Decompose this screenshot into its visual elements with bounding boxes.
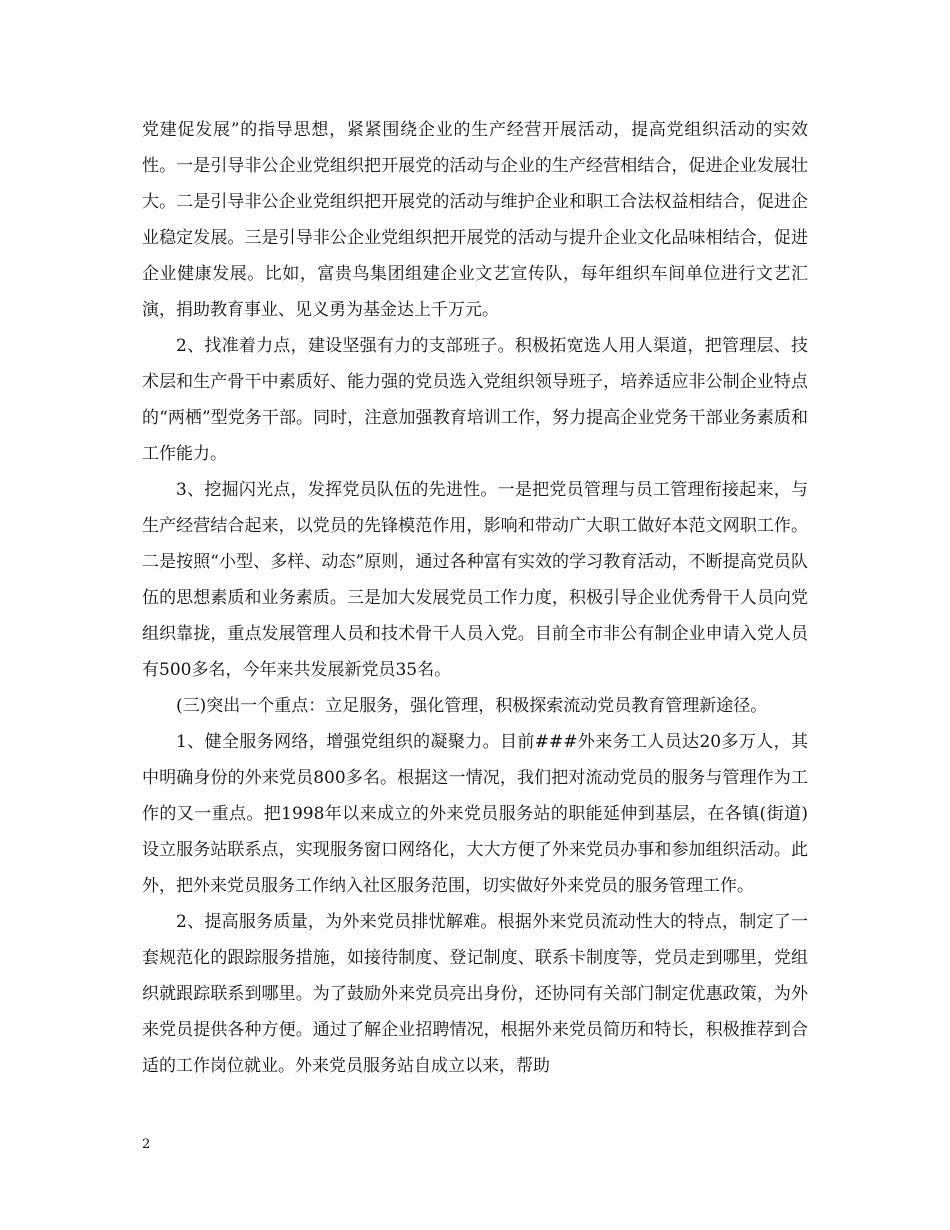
paragraph: 2、提高服务质量，为外来党员排忧解难。根据外来党员流动性大的特点，制定了一套规范化的跟踪服务措施，如接待制度、登记制度、联系卡制度等，党员走到哪里，党组织就跟踪联系到哪里。为了鼓励外来党员亮出身份，还协同有关部门制定优惠政策，为外来党员提供各种方便。通过了解企业招聘情况，根据外来党员简历和特长，积极推荐到合适的工作岗位就业。外来党员服务站自成立以来，帮助 [142,912,808,1076]
paragraph: 3、挖掘闪光点，发挥党员队伍的先进性。一是把党员管理与员工管理衔接起来，与生产经营结合起来，以党员的先锋模范作用，影响和带动广大职工做好本范文网职工作。二是按照“小型、多样、动态”原则，通过各种富有实效的学习教育活动，不断提高党员队伍的思想素质和业务素质。三是加大发展党员工作力度，积极引导企业优秀骨干人员向党组织靠拢，重点发展管理人员和技术骨干人员入党。目前全市非公有制企业申请入党人员有500多名，今年来共发展新党员35名。 [142,480,808,680]
document-body [142,112,808,1084]
paragraph: 党建促发展”的指导思想，紧紧围绕企业的生产经营开展活动，提高党组织活动的实效性。一是引导非公企业党组织把开展党的活动与企业的生产经营相结合，促进企业发展壮大。二是引导非公企业党组织把开展党的活动与维护企业和职工合法权益相结合，促进企业稳定发展。三是引导非公企业党组织把开展党的活动与提升企业文化品味相结合，促进企业健康发展。比如，富贵鸟集团组建企业文艺宣传队，每年组织车间单位进行文艺汇演，捐助教育事业、见义勇为基金达上千万元。 [142,120,808,320]
paragraph: 2、找准着力点，建设坚强有力的支部班子。积极拓宽选人用人渠道，把管理层、技术层和生产骨干中素质好、能力强的党员选入党组织领导班子，培养适应非公制企业特点的“两栖”型党务干部。同时，注意加强教育培训工作，努力提高企业党务干部业务素质和工作能力。 [142,336,808,464]
page-number: 2 [142,1137,151,1152]
paragraph: 1、健全服务网络，增强党组织的凝聚力。目前###外来务工人员达20多万人，其中明确身份的外来党员800多名。根据这一情况，我们把对流动党员的服务与管理作为工作的又一重点。把1998年以来成立的外来党员服务站的职能延伸到基层，在各镇(街道)设立服务站联系点，实现服务窗口网络化，大大方便了外来党员办事和参加组织活动。此外，把外来党员服务工作纳入社区服务范围，切实做好外来党员的服务管理工作。 [142,732,808,896]
paragraph: (三)突出一个重点：立足服务，强化管理，积极探索流动党员教育管理新途径。 [176,696,768,716]
